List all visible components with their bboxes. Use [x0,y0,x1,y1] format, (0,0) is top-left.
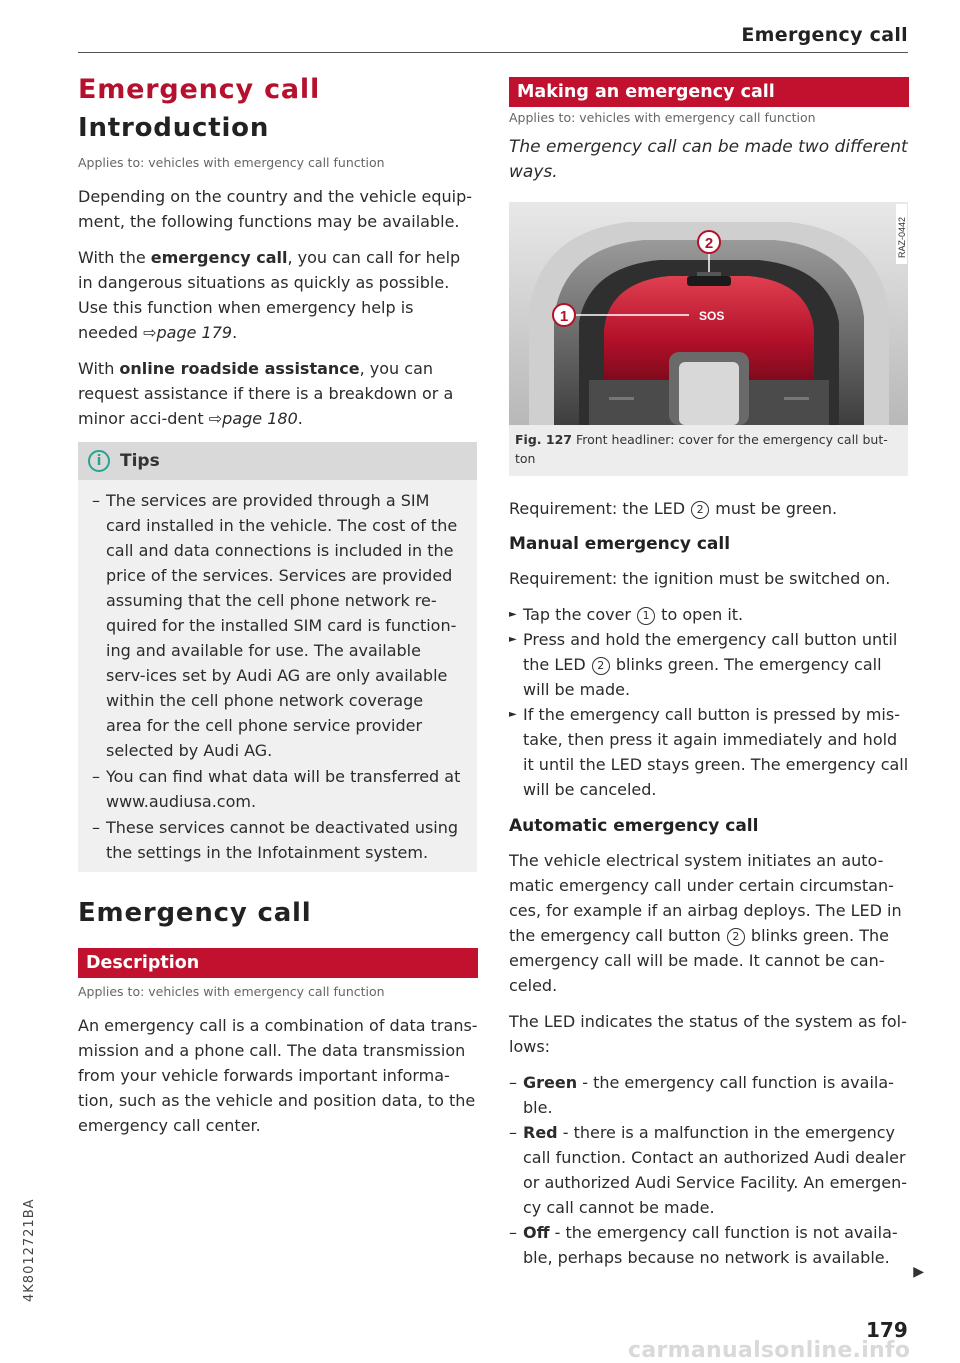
document-code: 4K8012721BA [22,1198,37,1302]
section-title: Emergency call [78,74,321,105]
lead-text: The emergency call can be made two different ways. [509,137,908,182]
status-item: – Off - the emergency call function is not availa-ble, perhaps because no network is available. [509,1220,909,1270]
instructions-body [509,496,909,1270]
callout-ref-2: 2 [592,657,610,675]
paragraph: Depending on the country and the vehicle equip-ment, the following functions may be available. [78,187,473,231]
callout-ref-2: 2 [727,928,745,946]
list-item: – These services cannot be deactivated using the settings in the Infotainment system. [92,815,463,865]
running-header: Emergency call [741,24,908,46]
page-number: 179 [866,1318,908,1342]
list-item: – The services are provided through a SIM card installed in the vehicle. The cost of the call and data connections is included in the price of the services. Services are provided assuming that the cell phone network re-quired for the installed SIM card is function-ing and available for use. The available serv-ices set by Audi AG are only available within the cell phone network coverage area for the cell phone service provider selected by Audi AG. [92,488,463,763]
status-item: – Red - there is a malfunction in the emergency call function. Contact an authorized Audi dealer or authorized Audi Service Facility. An emergen-cy call cannot be made. [509,1120,909,1220]
figure-caption: Fig. 127 Front headliner: cover for the emergency call but-ton [515,432,888,466]
step-item: ► Press and hold the emergency call button until the LED 2 blinks green. The emergency call will be made. [509,627,909,702]
callout-ref-2: 2 [691,501,709,519]
page-reference-link[interactable]: ⇨page 180 [208,409,298,428]
status-item: – Green - the emergency call function is availa-ble. [509,1070,909,1120]
callout-2: 2 [704,235,714,252]
paragraph: Requirement: the LED 2 must be green. [509,499,838,518]
figure-code: RAZ-0442 [897,216,907,258]
sos-label: SOS [699,309,725,323]
making-call-bar: Making an emergency call [509,77,909,107]
callout-ref-1: 1 [637,607,655,625]
section-title: Emergency call [78,898,312,928]
applies-note: Applies to: vehicles with emergency call function [78,984,385,999]
header-rule [78,52,908,53]
paragraph: With online roadside assistance, you can request assistance if there is a breakdown or a minor acci-dent ⇨page 180. [78,359,454,428]
page-reference-link[interactable]: ⇨page 179 [143,323,233,342]
info-icon: i [88,450,110,472]
subheading-manual: Manual emergency call [509,534,731,554]
right-column [509,77,909,1270]
tips-header [78,442,477,480]
continue-arrow-icon: ▶ [913,1264,924,1280]
step-item: ► Tap the cover 1 to open it. [509,602,909,627]
tips-label: Tips [120,451,160,471]
headliner-illustration [509,202,908,425]
tips-list [78,480,477,872]
applies-note: Applies to: vehicles with emergency call function [509,110,816,125]
paragraph: The LED indicates the status of the system as fol-lows: [509,1012,907,1056]
description-bar: Description [78,948,478,978]
subsection-title: Introduction [78,113,270,143]
intro-body [78,184,478,431]
paragraph: The vehicle electrical system initiates an auto-matic emergency call under certain circumstan-ces, for example if an airbag deploys. The LED in the emergency call button 2 blinks green. The emergency call will be made. It cannot be can-celed. [509,851,902,995]
figure [509,202,908,476]
paragraph: With the emergency call, you can call for help in dangerous situations as quickly as possible. Use this function when emergency help is needed ⇨page 179. [78,248,461,342]
left-column [78,74,478,1138]
list-item: – You can find what data will be transferred at www.audiusa.com. [92,764,463,814]
tips-box [78,442,477,872]
subheading-automatic: Automatic emergency call [509,816,759,836]
watermark: carmanualsonline.info [628,1338,911,1363]
callout-1: 1 [559,308,569,325]
description-body: An emergency call is a combination of data trans-mission and a phone call. The data transmission from your vehicle forwards important informa-tion, such as the vehicle and position data, to the emergency call center. [78,1016,478,1135]
paragraph: Requirement: the ignition must be switched on. [509,569,891,588]
step-item: ► If the emergency call button is pressed by mis-take, then press it again immediately and hold it until the LED stays green. The emergency call will be canceled. [509,702,909,802]
applies-note: Applies to: vehicles with emergency call function [78,155,385,170]
